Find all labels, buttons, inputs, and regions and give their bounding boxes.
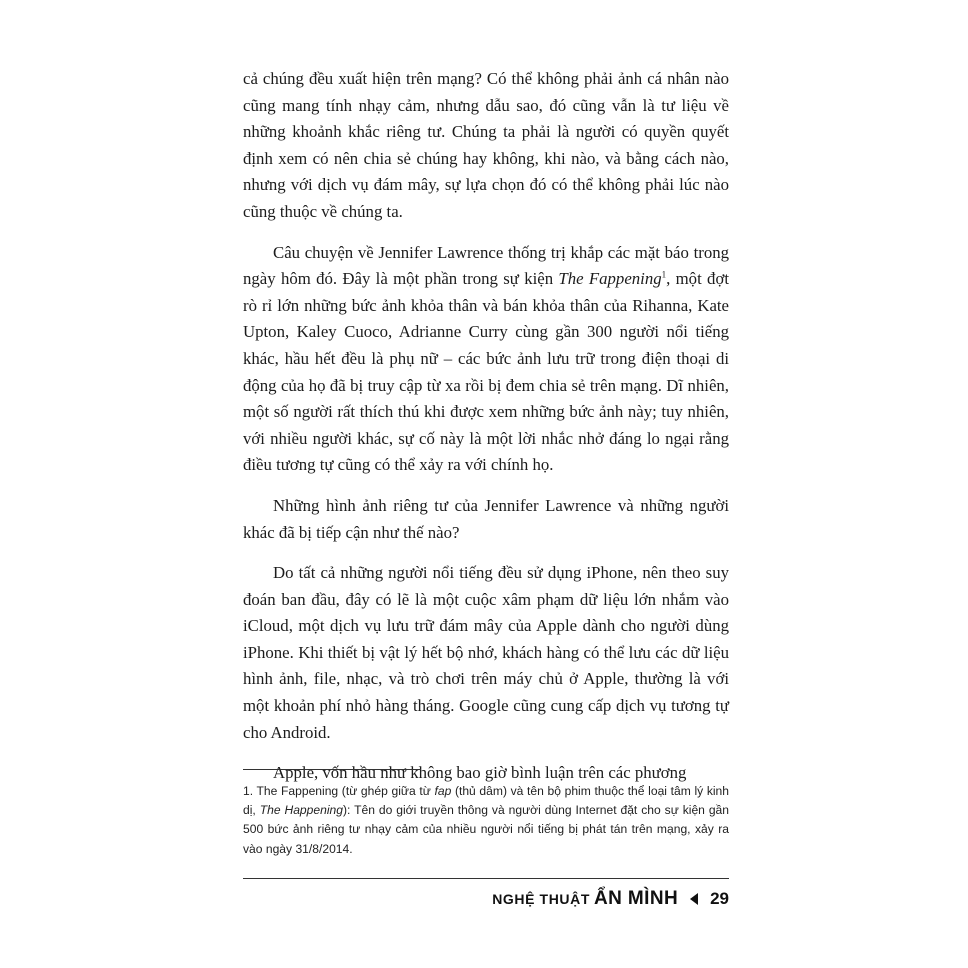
footnote-marker: 1 xyxy=(661,269,667,280)
text-run: ): Tên do giới truyền thông và người dùng Internet đặt cho sự kiện gần 500 bức ảnh riêng tư nhạy cảm của nhiều người nổi tiếng bị phát tán trên mạng, xảy ra vào ngày 31/8/2014. xyxy=(243,803,730,856)
italic-text: The Happening xyxy=(259,803,343,818)
footnote-divider xyxy=(243,769,421,770)
page-number: 29 xyxy=(710,889,729,908)
text-run: Do tất cả những người nổi tiếng đều sử dụng iPhone, nên theo suy đoán ban đầu, đây có lẽ là một cuộc xâm phạm dữ liệu lớn nhắm vào iCloud, một dịch vụ lưu trữ đám mây của Apple dành cho người dùng iPhone. Khi thiết bị vật lý hết bộ nhớ, khách hàng có thể lưu các dữ liệu hình ảnh, file, nhạc, và trò chơi trên máy chủ ở Apple, thường là với một khoản phí nhỏ hàng tháng. Google cũng cung cấp dịch vụ tương tự cho Android. xyxy=(243,563,729,742)
text-run: Apple, vốn hầu như không bao giờ bình luận trên các phương xyxy=(273,763,687,783)
text-run: (thủ dâm) và tên bộ phim thuộc thể loại tâm lý kinh dị, xyxy=(243,784,730,818)
italic-text: fap xyxy=(434,784,452,798)
page-footer xyxy=(243,884,729,914)
footer-divider xyxy=(243,878,729,879)
book-title-emphasis: ẨN MÌNH xyxy=(594,888,679,909)
text-run: , một đợt rò rỉ lớn những bức ảnh khỏa thân và bán khỏa thân của Rihanna, Kate Upton, Kaley Cuoco, Adrianne Curry cùng gần 300 người nổi tiếng khác, hầu hết đều là phụ nữ – các bức ảnh lưu trữ trong điện thoại di động của họ đã bị truy cập từ xa rồi bị đem chia sẻ trên mạng. Dĩ nhiên, một số người rất thích thú khi được xem những bức ảnh này; tuy nhiên, với nhiều người khác, sự cố này là một lời nhắc nhở đáng lo ngại rằng điều tương tự cũng có thể xảy ra với chính họ. xyxy=(243,269,729,475)
footnote xyxy=(243,782,729,859)
paragraph xyxy=(243,240,729,479)
italic-text: The Fappening xyxy=(558,269,662,289)
paragraph xyxy=(243,493,729,546)
paragraph xyxy=(243,560,729,746)
text-run: Câu chuyện về Jennifer Lawrence thống trị khắp các mặt báo trong ngày hôm đó. Đây là một phần trong sự kiện xyxy=(243,242,729,289)
left-triangle-icon xyxy=(690,893,698,905)
text-run: 1. The Fappening (từ ghép giữa từ xyxy=(243,784,435,798)
text-run: cả chúng đều xuất hiện trên mạng? Có thể không phải ảnh cá nhân nào cũng mang tính nhạy cảm, nhưng dẫu sao, đó cũng vẫn là tư liệu về những khoảnh khắc riêng tư. Chúng ta phải là người có quyền quyết định xem có nên chia sẻ chúng hay không, khi nào, và bằng cách nào, nhưng với dịch vụ đám mây, sự lựa chọn đó có thể không phải lúc nào cũng thuộc về chúng ta. xyxy=(243,69,729,221)
text-run: Những hình ảnh riêng tư của Jennifer Lawrence và những người khác đã bị tiếp cận như thế nào? xyxy=(243,495,729,542)
book-title: NGHỆ THUẬT xyxy=(492,891,590,907)
body-text xyxy=(243,66,729,787)
paragraph xyxy=(243,66,729,226)
